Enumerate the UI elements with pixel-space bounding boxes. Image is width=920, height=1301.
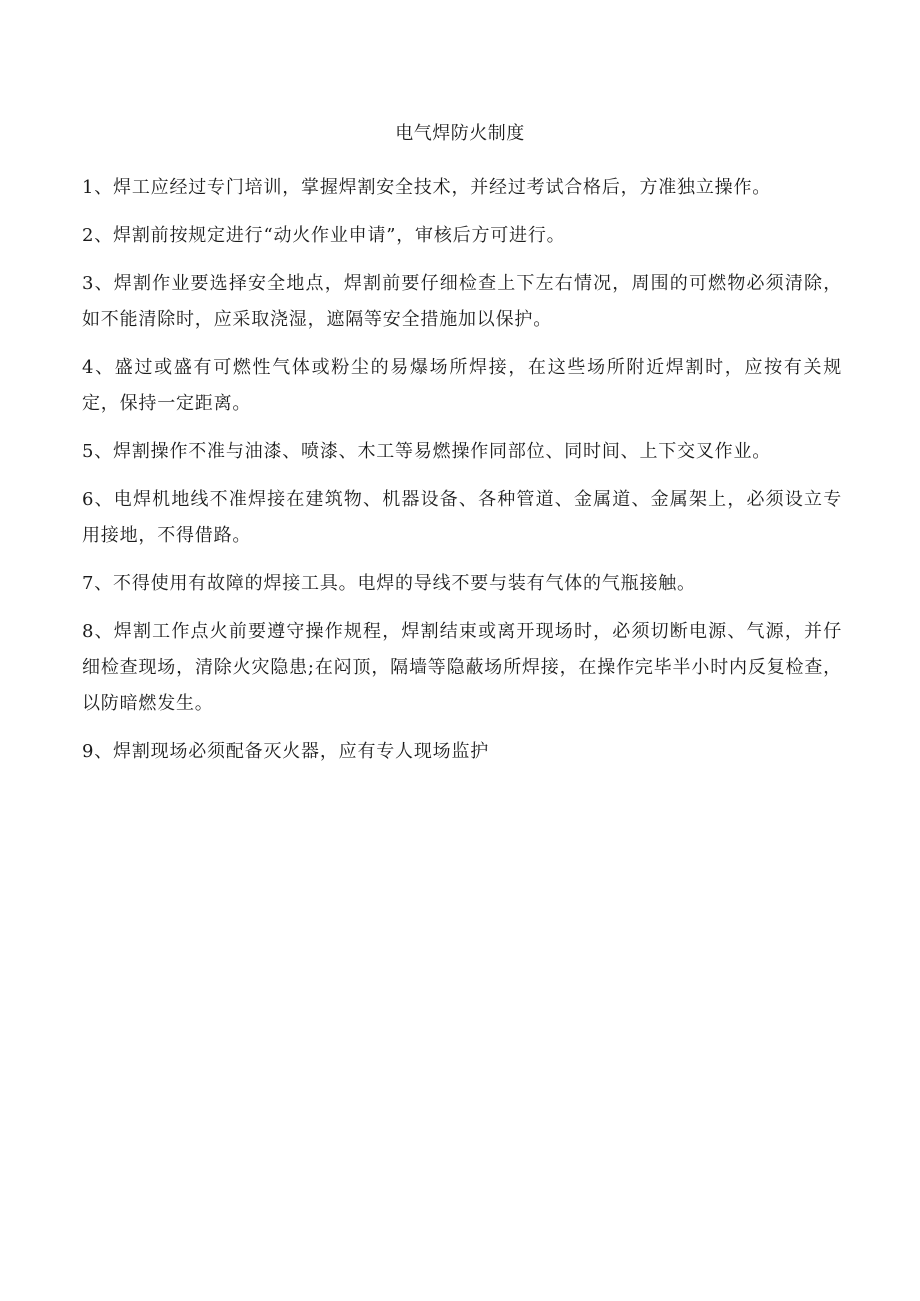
rule-item: 7、不得使用有故障的焊接工具。电焊的导线不要与装有气体的气瓶接触。 [82,573,696,594]
rule-item: 9、焊割现场必须配备灭火器，应有专人现场监护 [82,741,490,762]
rule-item: 1、焊工应经过专门培训，掌握焊割安全技术，并经过考试合格后，方准独立操作。 [82,177,772,198]
rule-item: 4、盛过或盛有可燃性气体或粉尘的易爆场所焊接，在这些场所附近焊割时，应按有关规定，保持一定距离。 [82,357,842,414]
rules-list [82,170,842,782]
rule-item: 6、电焊机地线不准焊接在建筑物、机器设备、各种管道、金属道、金属架上，必须设立专用接地，不得借路。 [82,489,842,546]
page-title: 电气焊防火制度 [395,123,525,144]
rule-item: 3、焊割作业要选择安全地点，焊割前要仔细检查上下左右情况，周围的可燃物必须清除，如不能清除时，应采取浇湿，遮隔等安全措施加以保护。 [82,273,842,330]
rule-item: 2、焊割前按规定进行“动火作业申请”，审核后方可进行。 [82,225,566,246]
rule-item: 5、焊割操作不准与油漆、喷漆、木工等易燃操作同部位、同时间、上下交叉作业。 [82,441,772,462]
rule-item: 8、焊割工作点火前要遵守操作规程，焊割结束或离开现场时，必须切断电源、气源，并仔细检查现场，清除火灾隐患;在闷顶，隔墙等隐蔽场所焊接，在操作完毕半小时内反复检查，以防暗燃发生。 [82,621,842,714]
